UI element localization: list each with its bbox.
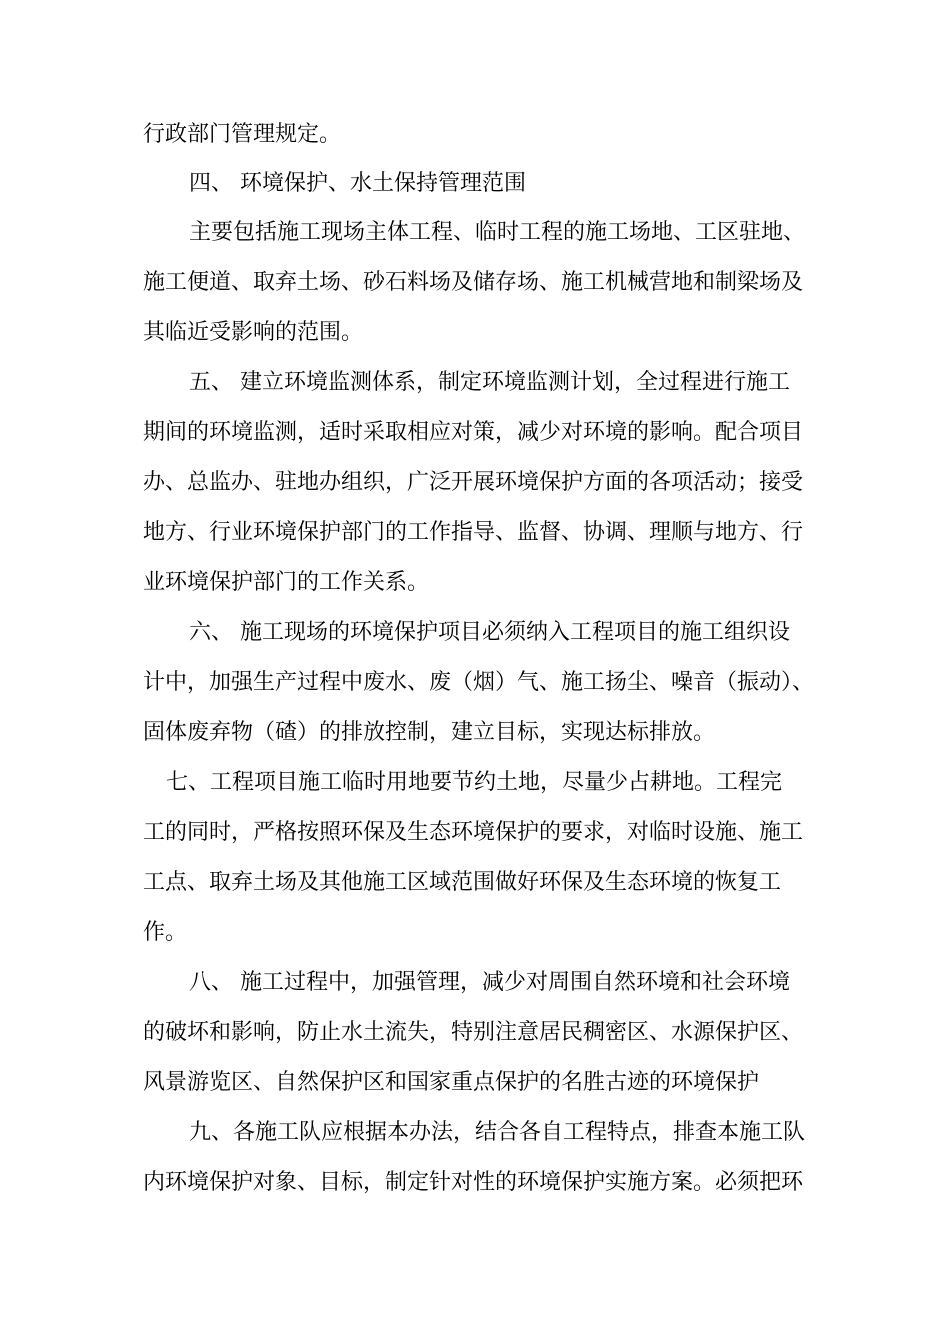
text-line: 业环境保护部门的工作关系。: [143, 570, 430, 595]
text-line: 施工便道、取弃土场、砂石料场及储存场、施工机械营地和制梁场及: [143, 270, 804, 295]
text-line: 其临近受影响的范围。: [143, 320, 364, 345]
text-line: 工的同时，严格按照环保及生态环境保护的要求，对临时设施、施工: [143, 820, 804, 845]
text-line: 主要包括施工现场主体工程、临时工程的施工场地、工区驻地、: [189, 220, 806, 245]
text-line: 计中，加强生产过程中废水、废（烟）气、施工扬尘、噪音（振动）、: [143, 670, 815, 695]
text-line: 固体废弃物（碴）的排放控制，建立目标，实现达标排放。: [143, 720, 716, 745]
text-line: 地方、行业环境保护部门的工作指导、监督、协调、理顺与地方、行: [143, 520, 804, 545]
text-line: 办、总监办、驻地办组织，广泛开展环境保护方面的各项活动；接受: [143, 470, 804, 495]
text-line: 期间的环境监测，适时采取相应对策，减少对环境的影响。配合项目: [143, 420, 804, 445]
text-line: 内环境保护对象、目标，制定针对性的环境保护实施方案。必须把环: [143, 1170, 804, 1195]
text-line: 行政部门管理规定。: [143, 122, 342, 147]
section-heading-6: 六、 施工现场的环境保护项目必须纳入工程项目的施工组织设: [189, 620, 790, 645]
text-line: 风景游览区、自然保护区和国家重点保护的名胜古迹的环境保护: [143, 1070, 760, 1095]
section-heading-9: 九、各施工队应根据本办法，结合各自工程特点，排查本施工队: [189, 1120, 806, 1145]
section-heading-4: 四、 环境保护、水土保持管理范围: [189, 171, 526, 196]
text-line: 的破坏和影响，防止水土流失，特别注意居民稠密区、水源保护区、: [143, 1020, 804, 1045]
text-line: 作。: [143, 920, 188, 945]
section-heading-8: 八、 施工过程中，加强管理，减少对周围自然环境和社会环境: [189, 970, 790, 995]
section-heading-7: 七、工程项目施工临时用地要节约土地，尽量少占耕地。工程完: [166, 770, 783, 795]
text-line: 工点、取弃土场及其他施工区域范围做好环保及生态环境的恢复工: [143, 870, 782, 895]
section-heading-5: 五、 建立环境监测体系，制定环境监测计划，全过程进行施工: [189, 370, 790, 395]
